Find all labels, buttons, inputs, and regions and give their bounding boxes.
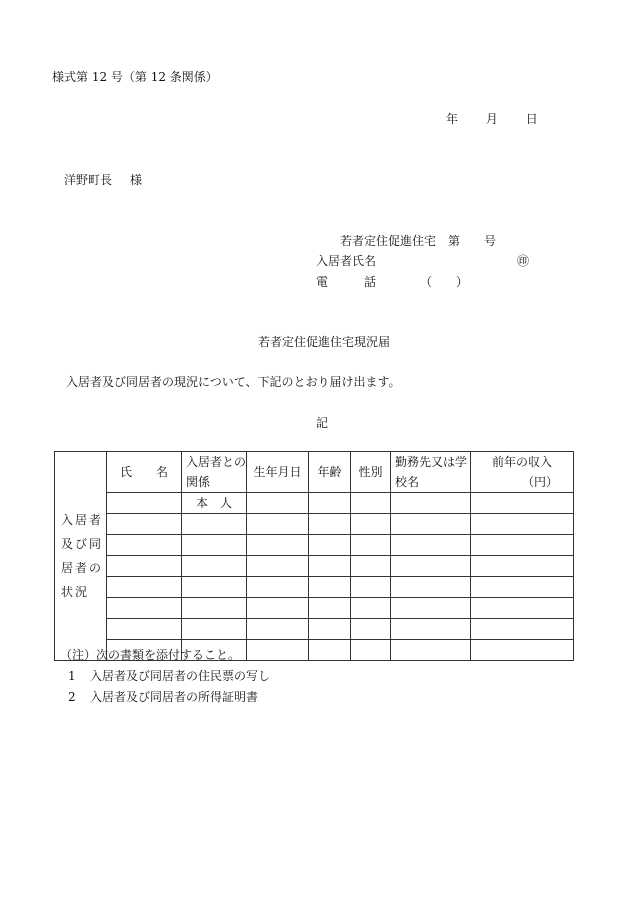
note-item-2-text: 入居者及び同居者の所得証明書 — [90, 690, 259, 704]
table-cell[interactable] — [391, 493, 471, 514]
table-cell[interactable] — [391, 577, 471, 598]
table-cell[interactable] — [351, 493, 391, 514]
table-cell[interactable] — [107, 514, 182, 535]
table-cell[interactable] — [391, 556, 471, 577]
date-day: 日 — [525, 112, 538, 126]
table-cell[interactable] — [471, 556, 574, 577]
date-line — [446, 110, 562, 127]
table-cell[interactable] — [309, 598, 351, 619]
table-cell[interactable] — [309, 577, 351, 598]
table-cell[interactable] — [309, 640, 351, 661]
resident-status-table — [54, 451, 574, 661]
table-cell[interactable] — [309, 514, 351, 535]
header-relation: 入居者との関係 — [182, 452, 247, 493]
table-row — [55, 514, 574, 535]
table-cell[interactable] — [247, 598, 309, 619]
date-year: 年 — [446, 112, 459, 126]
table-cell[interactable] — [471, 640, 574, 661]
note-item-2-number: 2 — [68, 690, 76, 704]
table-cell[interactable] — [471, 619, 574, 640]
table-cell[interactable] — [182, 535, 247, 556]
table-cell[interactable] — [309, 493, 351, 514]
addressee-honorific: 様 — [130, 173, 143, 187]
note-item-2 — [68, 688, 258, 705]
table-header-row — [55, 452, 574, 493]
date-month: 月 — [485, 112, 498, 126]
table-cell[interactable] — [247, 556, 309, 577]
table-cell[interactable] — [471, 598, 574, 619]
table-row — [55, 577, 574, 598]
seal-mark: ㊞ — [517, 254, 530, 268]
header-income-unit: （円） — [521, 475, 558, 489]
table-cell[interactable] — [351, 577, 391, 598]
table-row — [55, 493, 574, 514]
resident-name-label: 入居者氏名 — [316, 254, 377, 268]
note-heading: （注）次の書類を添付すること。 — [60, 648, 241, 662]
table-cell[interactable] — [247, 640, 309, 661]
table-cell[interactable] — [182, 514, 247, 535]
table-cell[interactable] — [471, 577, 574, 598]
note-item-1-text: 入居者及び同居者の住民票の写し — [90, 669, 271, 683]
table-cell[interactable] — [391, 535, 471, 556]
table-row — [55, 619, 574, 640]
intro-text: 入居者及び同居者の現況について、下記のとおり届け出ます。 — [66, 375, 401, 389]
table-cell[interactable] — [107, 598, 182, 619]
table-cell[interactable] — [182, 619, 247, 640]
table-cell[interactable] — [107, 556, 182, 577]
phone-parens: （ ） — [420, 275, 469, 289]
table-cell[interactable] — [351, 598, 391, 619]
housing-number-line: 若者定住促進住宅 第 号 — [340, 234, 497, 248]
phone-line — [316, 273, 468, 290]
table-cell[interactable] — [471, 514, 574, 535]
table-cell[interactable] — [247, 577, 309, 598]
table-cell[interactable] — [107, 619, 182, 640]
header-sex: 性別 — [351, 452, 391, 493]
header-income-label: 前年の収入 — [491, 455, 552, 469]
table-cell[interactable] — [309, 535, 351, 556]
header-income — [471, 452, 574, 493]
table-cell[interactable] — [471, 535, 574, 556]
phone-label: 電 話 — [316, 275, 377, 289]
table-row — [55, 535, 574, 556]
table-cell[interactable] — [391, 619, 471, 640]
table-cell[interactable] — [182, 577, 247, 598]
table-cell[interactable] — [247, 493, 309, 514]
header-name: 氏 名 — [107, 452, 182, 493]
table-cell[interactable] — [182, 556, 247, 577]
header-age: 年齢 — [309, 452, 351, 493]
table-cell[interactable] — [391, 514, 471, 535]
table-cell[interactable] — [351, 556, 391, 577]
form-number: 様式第 12 号（第 12 条関係） — [52, 70, 218, 84]
table-cell[interactable] — [247, 535, 309, 556]
ki-heading: 記 — [316, 416, 329, 430]
side-label: 入居者及び同居者の状況 — [55, 452, 107, 661]
table-cell[interactable] — [351, 619, 391, 640]
self-relation-cell: 本 人 — [182, 493, 247, 514]
note-item-1-number: 1 — [68, 669, 76, 683]
header-workplace: 勤務先又は学校名 — [391, 452, 471, 493]
table-cell[interactable] — [391, 640, 471, 661]
table-cell[interactable] — [351, 640, 391, 661]
header-birthdate: 生年月日 — [247, 452, 309, 493]
note-item-1 — [68, 667, 270, 684]
table-cell[interactable] — [391, 598, 471, 619]
table-cell[interactable] — [309, 556, 351, 577]
table-cell[interactable] — [471, 493, 574, 514]
table-cell[interactable] — [107, 577, 182, 598]
table-cell[interactable] — [107, 493, 182, 514]
table-cell[interactable] — [247, 514, 309, 535]
table-cell[interactable] — [107, 535, 182, 556]
table-cell[interactable] — [351, 514, 391, 535]
table-cell[interactable] — [351, 535, 391, 556]
table-cell[interactable] — [309, 619, 351, 640]
table-row — [55, 556, 574, 577]
document-title: 若者定住促進住宅現況届 — [258, 335, 391, 349]
addressee — [64, 171, 142, 188]
table-row — [55, 598, 574, 619]
table-cell[interactable] — [182, 598, 247, 619]
addressee-name: 洋野町長 — [64, 173, 113, 187]
table-cell[interactable] — [247, 619, 309, 640]
